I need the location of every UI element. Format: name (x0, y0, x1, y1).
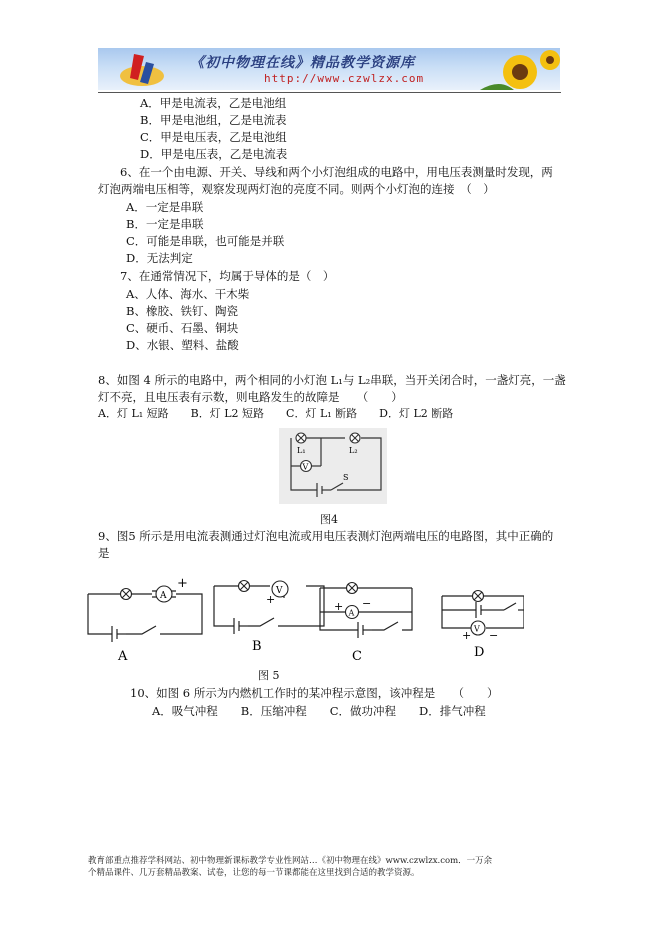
q9-stem-line1: 9、图5 所示是用电流表测通过灯泡电流或用电压表测灯泡两端电压的电路图，其中正确的 (98, 529, 554, 543)
q6-stem-line2: 灯泡两端电压相等，观察发现两灯泡的亮度不同。则两个小灯泡的连接 （ ） (98, 182, 495, 196)
fig4-voltmeter-label: V (302, 462, 309, 472)
fig5a-plus: + (177, 576, 188, 591)
header-banner (98, 48, 560, 90)
q5-option-d: D．甲是电压表，乙是电流表 (140, 147, 288, 161)
fig4-switch-label: S (343, 473, 349, 482)
site-url[interactable]: http://www.czwlzx.com (264, 72, 425, 85)
q7-option-b: B、橡胶、铁钉、陶瓷 (126, 304, 238, 318)
fig5a-ammeter-label: A (160, 591, 167, 601)
fig4-l2-label: L₂ (349, 446, 358, 455)
figure-4-circuit (279, 428, 387, 504)
q6-option-b: B．一定是串联 (126, 217, 204, 231)
q8-options: A．灯 L₁ 短路 B．灯 L2 短路 C．灯 L₁ 断路 D．灯 L2 断路 (98, 407, 454, 420)
q7-option-d: D、水银、塑料、盐酸 (126, 338, 239, 352)
fig5b-voltmeter-label: V (276, 586, 283, 596)
footer-line-1: 教育部重点推荐学科网站、初中物理新课标教学专业性网站…《初中物理在线》www.czwlzx.com．一万余 (88, 856, 493, 866)
sunflower-icon (480, 48, 560, 90)
fig5c-lamp-icon (347, 583, 358, 594)
fig5-label-d: D (474, 645, 485, 660)
figure-5-circuits (84, 576, 524, 662)
fig5d-voltmeter-label: V (474, 624, 480, 634)
fig5a-lamp-icon (121, 589, 132, 600)
q7-option-a: A、人体、海水、干木柴 (126, 287, 250, 301)
lamp-l1-icon (296, 433, 306, 443)
q9-stem-line2: 是 (98, 546, 110, 560)
q6-option-d: D．无法判定 (126, 251, 193, 265)
fig5-label-c: C (352, 649, 362, 662)
fig5c-plus: + (334, 600, 344, 613)
site-title: 《初中物理在线》精品教学资源库 (190, 55, 415, 71)
q6-option-c: C．可能是串联，也可能是并联 (126, 234, 285, 248)
q5-option-b: B．甲是电池组，乙是电流表 (140, 113, 287, 127)
lamp-l2-icon (350, 433, 360, 443)
site-logo-icon (112, 48, 172, 90)
fig5c-ammeter-label: A (348, 608, 355, 618)
fig5d-plus: + (462, 629, 472, 642)
q7-stem: 7、在通常情况下，均属于导体的是（ ） (120, 269, 335, 283)
fig5d-minus: − (489, 629, 499, 642)
fig5b-plus: + (266, 593, 276, 606)
q8-stem-line1: 8、如图 4 所示的电路中，两个相同的小灯泡 L₁与 L₂串联，当开关闭合时，一盏灯亮，一盏 (98, 373, 566, 387)
q7-option-c: C、硬币、石墨、铜块 (126, 321, 239, 335)
fig5-label-a: A (118, 649, 128, 662)
q8-stem-line2: 灯不亮，且电压表有示数，则电路发生的故障是 （ ） (98, 390, 403, 404)
q6-option-a: A．一定是串联 (126, 200, 204, 214)
q5-option-c: C．甲是电压表，乙是电池组 (140, 130, 287, 144)
q10-stem: 10、如图 6 所示为内燃机工作时的某冲程示意图，该冲程是 （ ） (130, 686, 499, 700)
header-rule (98, 92, 561, 93)
fig5c-minus: − (362, 597, 372, 610)
q10-options: A．吸气冲程 B．压缩冲程 C．做功冲程 D．排气冲程 (152, 704, 486, 718)
footer-line-2: 个精品课件、几万套精品教案、试卷，让您的每一节课都能在这里找到合适的教学资源。 (88, 868, 420, 878)
page-footer (88, 855, 578, 879)
figure-5-caption: 图 5 (258, 669, 280, 682)
q5-option-a: A．甲是电流表，乙是电池组 (140, 96, 287, 110)
q6-stem-line1: 6、在一个由电源、开关、导线和两个小灯泡组成的电路中，用电压表测量时发现，两 (120, 165, 553, 179)
figure-4-caption: 图4 (320, 513, 338, 526)
fig5b-lamp-icon (239, 581, 250, 592)
fig5-label-b: B (252, 639, 262, 654)
fig4-l1-label: L₁ (297, 446, 306, 455)
fig5d-lamp-icon (473, 591, 484, 602)
